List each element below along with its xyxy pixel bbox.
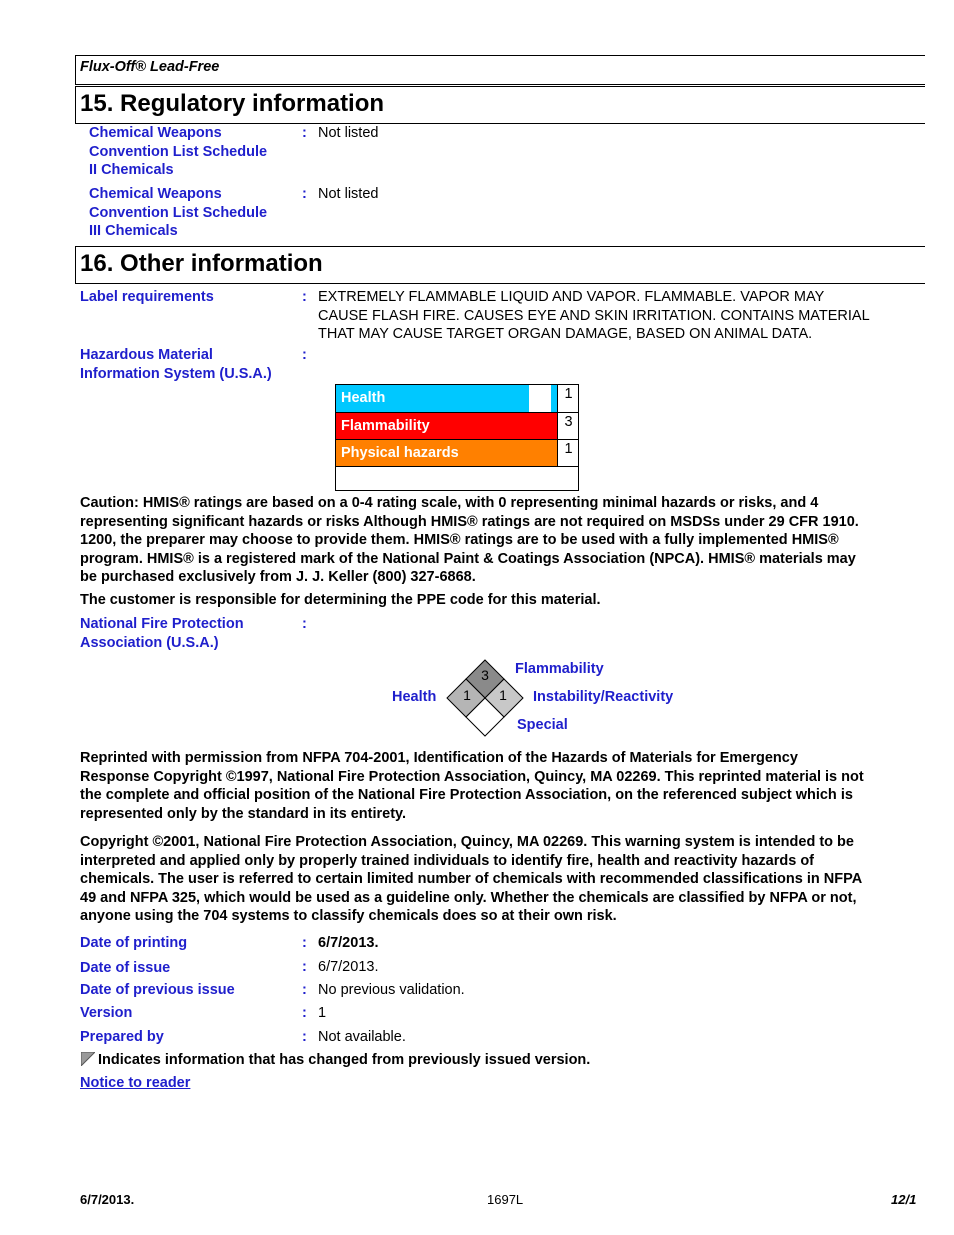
version-label: Version	[80, 1005, 133, 1021]
colon: :	[302, 186, 307, 202]
hmis-flammability-value: 3	[557, 413, 579, 440]
text-line: anyone using the 704 systems to classify chemicals does so at their own risk.	[80, 908, 617, 925]
footer-product-code: 1697L	[487, 1192, 524, 1207]
label-requirements-label: Label requirements	[80, 289, 214, 305]
footer-page-number: 12/1	[891, 1192, 917, 1207]
section15-left-rule	[75, 86, 76, 124]
header-left-rule	[75, 55, 76, 85]
text-line: THAT MAY CAUSE TARGET ORGAN DAMAGE, BASED ON ANIMAL DATA.	[318, 326, 813, 342]
colon: :	[302, 1029, 307, 1045]
text-line: chemicals. The user is referred to certain limited number of chemicals with recommended classifications in NFPA	[80, 871, 863, 888]
text-line: EXTREMELY FLAMMABLE LIQUID AND VAPOR. FLAMMABLE. VAPOR MAY	[318, 289, 825, 305]
hmis-divider	[336, 466, 578, 467]
changed-info-note: Indicates information that has changed from previously issued version.	[98, 1052, 591, 1068]
label-line: II Chemicals	[89, 162, 174, 178]
date-of-previous-issue-value: No previous validation.	[318, 982, 465, 998]
section16-bottom-rule	[75, 283, 925, 284]
colon: :	[302, 125, 307, 141]
colon: :	[302, 347, 307, 363]
section16-top-rule	[75, 246, 925, 247]
hmis-physical-row	[336, 440, 557, 467]
cwc-schedule-ii-value: Not listed	[318, 125, 379, 141]
hmis-rating-table	[335, 384, 579, 491]
customer-ppe-note: The customer is responsible for determining the PPE code for this material.	[80, 592, 601, 608]
date-of-issue-value: 6/7/2013.	[318, 959, 379, 975]
hmis-flammability-label: Flammability	[341, 418, 430, 434]
text-line: the complete and official position of the National Fire Protection Association, on the referenced subject which is	[80, 787, 853, 804]
hmis-label	[80, 346, 272, 383]
date-of-printing-value: 6/7/2013.	[318, 935, 379, 951]
text-line: CAUSE FLASH FIRE. CAUSES EYE AND SKIN IRRITATION. CONTAINS MATERIAL	[318, 307, 870, 324]
text-line: Caution: HMIS® ratings are based on a 0-4 rating scale, with 0 representing minimal hazards or risks, and 4	[80, 495, 819, 511]
colon: :	[302, 959, 307, 975]
colon: :	[302, 1005, 307, 1021]
date-of-printing-label: Date of printing	[80, 935, 188, 951]
label-line: Association (U.S.A.)	[80, 634, 219, 651]
text-line: representing significant hazards or risks Although HMIS® ratings are not required on MSDSs under 29 CFR 1910.	[80, 513, 859, 530]
label-line: III Chemicals	[89, 223, 178, 239]
nfpa-health-value: 1	[463, 687, 471, 703]
header-bottom-rule	[75, 84, 925, 85]
colon: :	[302, 982, 307, 998]
product-name: Flux-Off® Lead-Free	[80, 59, 220, 75]
notice-to-reader-link[interactable]: Notice to reader	[80, 1075, 191, 1091]
section16-title: 16. Other information	[80, 250, 323, 277]
text-line: interpreted and applied only by properly trained individuals to identify fire, health and reactivity hazards of	[80, 852, 814, 869]
text-line: Copyright ©2001, National Fire Protection Association, Quincy, MA 02269. This warning system is intended to be	[80, 834, 854, 850]
colon: :	[302, 289, 307, 305]
cwc-schedule-ii-label	[89, 124, 267, 180]
text-line: 49 and NFPA 325, which would be used as a guideline only. Whether the chemicals are classified by NFPA or not,	[80, 889, 857, 906]
label-line: Convention List Schedule	[89, 204, 268, 221]
hmis-health-row	[336, 385, 529, 412]
text-line: be purchased exclusively from J. J. Keller (800) 327-6868.	[80, 569, 476, 586]
date-of-previous-issue-label: Date of previous issue	[80, 982, 235, 998]
nfpa-special-label: Special	[517, 717, 568, 733]
colon: :	[302, 616, 307, 632]
label-line: Convention List Schedule	[89, 143, 268, 160]
section15-title: 15. Regulatory information	[80, 90, 385, 117]
label-requirements-text	[318, 288, 870, 344]
footer-date: 6/7/2013.	[80, 1192, 135, 1207]
label-line: Chemical Weapons	[89, 186, 222, 202]
header-top-rule	[75, 55, 925, 56]
cwc-schedule-iii-label	[89, 185, 267, 241]
hmis-flammability-row	[336, 413, 557, 440]
hmis-caution-paragraph	[80, 494, 859, 587]
label-line: Chemical Weapons	[89, 125, 222, 141]
nfpa-health-label: Health	[392, 689, 437, 705]
text-line: program. HMIS® is a registered mark of the National Paint & Coatings Association (NPCA). HMIS® materials may	[80, 550, 856, 567]
prepared-by-value: Not available.	[318, 1029, 406, 1045]
nfpa-reprint-paragraph	[80, 749, 864, 823]
nfpa-instability-value: 1	[499, 687, 507, 703]
cwc-schedule-iii-value: Not listed	[318, 186, 379, 202]
text-line: Reprinted with permission from NFPA 704-2001, Identification of the Hazards of Materials for Emergency	[80, 750, 798, 766]
text-line: 1200, the preparer may choose to provide them. HMIS® ratings are to be used with a fully implemented HMIS®	[80, 532, 839, 549]
colon: :	[302, 935, 307, 951]
hmis-health-label: Health	[341, 390, 386, 406]
version-value: 1	[318, 1005, 327, 1021]
nfpa-label	[80, 615, 244, 652]
nfpa-copyright-paragraph	[80, 833, 862, 926]
section15-top-rule	[75, 86, 925, 87]
date-of-issue-label: Date of issue	[80, 960, 171, 976]
hmis-physical-label: Physical hazards	[341, 445, 459, 461]
nfpa-flammability-label: Flammability	[515, 661, 604, 677]
label-line: Information System (U.S.A.)	[80, 365, 272, 382]
text-line: Response Copyright ©1997, National Fire Protection Association, Quincy, MA 02269. This reprinted material is not	[80, 768, 864, 785]
hmis-physical-value: 1	[557, 440, 579, 467]
hmis-health-value: 1	[557, 385, 579, 412]
prepared-by-label: Prepared by	[80, 1029, 164, 1045]
label-line: National Fire Protection	[80, 616, 244, 632]
changed-marker-icon	[81, 1052, 95, 1066]
nfpa-instability-label: Instability/Reactivity	[533, 689, 674, 705]
section16-left-rule	[75, 246, 76, 284]
label-line: Hazardous Material	[80, 347, 213, 363]
nfpa-flammability-value: 3	[481, 667, 489, 683]
text-line: represented only by the standard in its entirety.	[80, 805, 407, 822]
